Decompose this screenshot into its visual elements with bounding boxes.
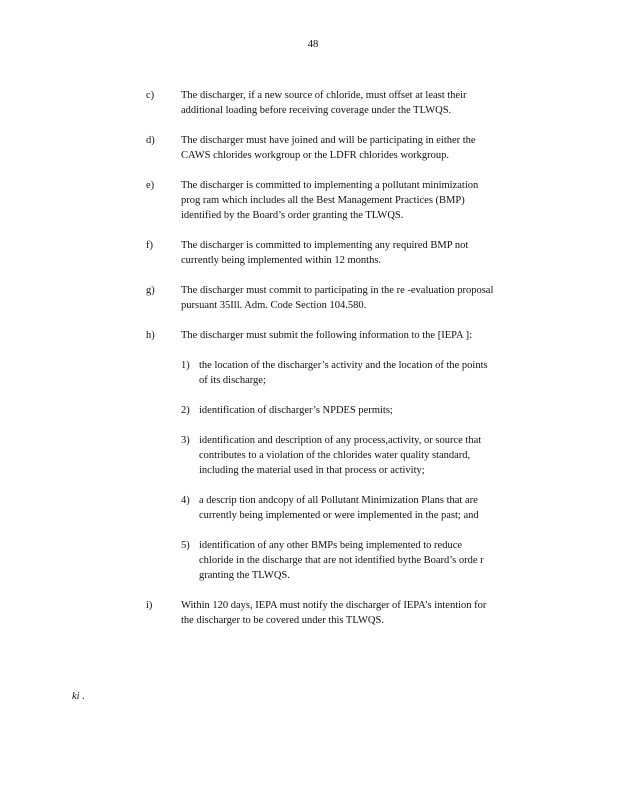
text-line: The discharger, if a new source of chloride, must offset at least their — [181, 90, 467, 101]
text-line: the location of the discharger’s activity and the location of the points — [199, 360, 488, 371]
list-item-text — [181, 598, 546, 628]
text-line: The discharger must have joined and will be participating in either the — [181, 135, 476, 146]
text-line: prog ram which includes all the Best Management Practices (BMP) — [181, 195, 465, 206]
text-line: pursuant 35Ill. Adm. Code Section 104.580. — [181, 300, 367, 311]
list-item-text — [181, 283, 546, 313]
text-line: identified by the Board’s order granting the TLWQS. — [181, 210, 404, 221]
page-number: 48 — [307, 39, 319, 50]
sub-list-item-label: 1) — [181, 360, 190, 371]
sub-list-item-text — [199, 358, 541, 388]
text-line: The discharger must commit to participating in the re -evaluation proposal — [181, 285, 494, 296]
list-item-label: h) — [146, 330, 155, 341]
list-item-label: c) — [146, 90, 155, 101]
sub-list-item-text — [199, 493, 541, 523]
list-item-label: d) — [146, 135, 155, 146]
text-line: currently being implemented or were implemented in the past; and — [199, 510, 479, 521]
text-line: CAWS chlorides workgroup or the LDFR chlorides workgroup. — [181, 150, 450, 161]
text-line: granting the TLWQS. — [199, 570, 290, 581]
text-line: currently being implemented within 12 months. — [181, 255, 382, 266]
text-line: the discharger to be covered under this TLWQS. — [181, 615, 384, 626]
list-item-label: i) — [146, 600, 153, 611]
text-line: The discharger is committed to implementing any required BMP not — [181, 240, 469, 251]
text-line: identification of discharger’s NPDES permits; — [199, 405, 393, 416]
list-item-text — [181, 88, 546, 118]
list-item-text — [181, 178, 546, 223]
sub-list-item-label: 3) — [181, 435, 190, 446]
list-item-label: e) — [146, 180, 155, 191]
sub-list-item-text — [199, 433, 541, 478]
text-line: contributes to a violation of the chlorides water quality standard, — [199, 450, 471, 461]
list-item-label: g) — [146, 285, 155, 296]
text-line: Within 120 days, IEPA must notify the discharger of IEPA’s intention for — [181, 600, 487, 611]
sub-list-item-label: 5) — [181, 540, 190, 551]
text-line: identification of any other BMPs being implemented to reduce — [199, 540, 463, 551]
sub-list-item-text — [199, 538, 541, 583]
text-line: identification and description of any process,activity, or source that — [199, 435, 482, 446]
list-item-label: f) — [146, 240, 153, 251]
list-item-text — [181, 328, 546, 343]
footer-mark: ki . — [72, 691, 85, 702]
sub-list-item-label: 4) — [181, 495, 190, 506]
text-line: of its discharge; — [199, 375, 266, 386]
text-line: additional loading before receiving coverage under the TLWQS. — [181, 105, 452, 116]
text-line: The discharger is committed to implementing a pollutant minimization — [181, 180, 479, 191]
text-line: a descrip tion andcopy of all Pollutant Minimization Plans that are — [199, 495, 478, 506]
sub-list-item-label: 2) — [181, 405, 190, 416]
text-line: The discharger must submit the following information to the [IEPA ]: — [181, 330, 473, 341]
text-line: including the material used in that process or activity; — [199, 465, 425, 476]
text-line: chloride in the discharge that are not identified bythe Board’s orde r — [199, 555, 484, 566]
sub-list-item-text — [199, 403, 541, 418]
list-item-text — [181, 238, 546, 268]
list-item-text — [181, 133, 546, 163]
